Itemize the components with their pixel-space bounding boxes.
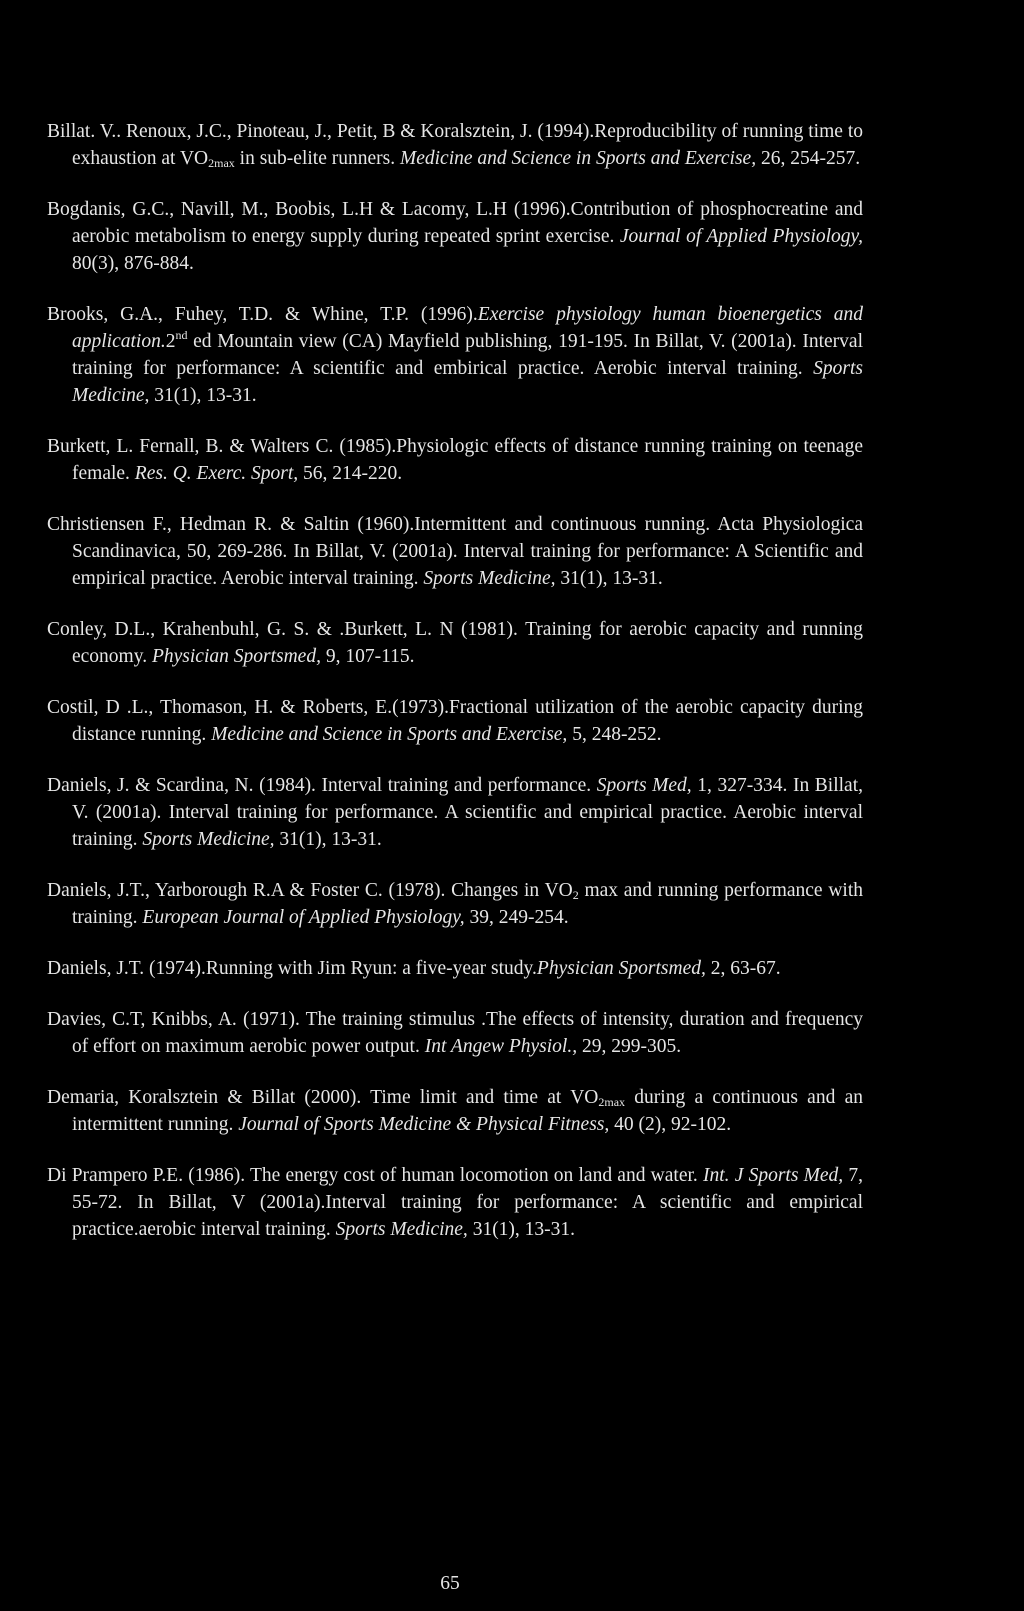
reference-entry	[47, 616, 863, 670]
italic-title: Sports Medicine,	[335, 1219, 468, 1240]
reference-text: 26, 254-257.	[756, 148, 861, 169]
reference-text: Burkett, L. Fernall, B. & Walters C. (1985).Physiologic effects of distance running training on teenage female.	[47, 436, 863, 484]
reference-text: Daniels, J.T. (1974).Running with Jim Ryun: a five-year study.	[47, 958, 537, 979]
reference-entry	[47, 433, 863, 487]
reference-text: 5, 248-252.	[567, 724, 662, 745]
reference-entry	[47, 772, 863, 853]
reference-text: 1, 327-334. In Billat, V. (2001a). Interval training for performance. A scientific and empirical practice. Aerobic interval training.	[72, 775, 863, 850]
reference-entry	[47, 1162, 863, 1243]
reference-text: Bogdanis, G.C., Navill, M., Boobis, L.H & Lacomy, L.H (1996).Contribution of phosphocreatine and aerobic metabolism to energy supply during repeated sprint exercise.	[47, 199, 863, 247]
reference-text: 56, 214-220.	[298, 463, 403, 484]
reference-text: Costil, D .L., Thomason, H. & Roberts, E.(1973).Fractional utilization of the aerobic capacity during distance running.	[47, 697, 863, 745]
reference-entry	[47, 511, 863, 592]
italic-title: Sports Med,	[596, 775, 692, 796]
reference-text: max and running performance with training.	[72, 880, 863, 928]
reference-text: 9, 107-115.	[320, 646, 415, 667]
italic-title: Journal of Sports Medicine & Physical Fitness,	[238, 1114, 610, 1135]
reference-text: 2	[165, 331, 176, 352]
reference-text: Demaria, Koralsztein & Billat (2000). Time limit and time at VO	[47, 1087, 599, 1108]
reference-entry	[47, 301, 863, 409]
italic-title: Int Angew Physiol.,	[424, 1036, 578, 1057]
italic-title: Sports Medicine,	[423, 568, 556, 589]
reference-text: 31(1), 13-31.	[149, 385, 257, 406]
italic-title: Physician Sportsmed,	[536, 958, 706, 979]
reference-text: Di Prampero P.E. (1986). The energy cost of human locomotion on land and water.	[47, 1165, 703, 1186]
reference-entry	[47, 118, 863, 172]
reference-text: 39, 249-254.	[464, 907, 569, 928]
italic-title: Sports Medicine,	[72, 358, 863, 406]
italic-title: Medicine and Science in Sports and Exercise,	[399, 148, 757, 169]
reference-text: 31(1), 13-31.	[467, 1219, 576, 1240]
reference-text: during a continuous and an intermittent running.	[72, 1087, 863, 1135]
subscript: 2	[572, 888, 579, 902]
italic-title: Journal of Applied Physiology,	[619, 226, 863, 247]
reference-text: 7, 55-72. In Billat, V (2001a).Interval training for performance: A scientific and empirical practice.aerobic interval training.	[72, 1165, 864, 1240]
reference-text: 29, 299-305.	[577, 1036, 682, 1057]
reference-entry	[47, 1006, 863, 1060]
italic-title: Medicine and Science in Sports and Exercise,	[211, 724, 568, 745]
italic-title: Physician Sportsmed,	[151, 646, 321, 667]
reference-entry	[47, 877, 863, 931]
reference-text: Billat. V.. Renoux, J.C., Pinoteau, J., Petit, B & Koralsztein, J. (1994).Reproducibility of running time to exhaustion at VO	[47, 121, 863, 169]
subscript: 2max	[598, 1095, 626, 1109]
reference-text: Davies, C.T, Knibbs, A. (1971). The training stimulus .The effects of intensity, duration and frequency of effort on maximum aerobic power output.	[47, 1009, 863, 1057]
reference-text: 31(1), 13-31.	[555, 568, 663, 589]
reference-entry	[47, 694, 863, 748]
italic-title: European Journal of Applied Physiology,	[142, 907, 465, 928]
italic-title: Sports Medicine,	[142, 829, 275, 850]
reference-list	[47, 118, 863, 1267]
italic-title: Res. Q. Exerc. Sport,	[134, 463, 299, 484]
superscript: nd	[175, 328, 188, 342]
reference-text: Conley, D.L., Krahenbuhl, G. S. & .Burkett, L. N (1981). Training for aerobic capacity and running economy.	[47, 619, 863, 667]
reference-text: Brooks, G.A., Fuhey, T.D. & Whine, T.P. (1996).	[47, 304, 478, 325]
reference-text: ed Mountain view (CA) Mayfield publishing, 191-195. In Billat, V. (2001a). Interval training for performance: A scientific and embirical practice. Aerobic interval training.	[72, 331, 863, 379]
subscript: 2max	[208, 156, 235, 170]
reference-text: 2, 63-67.	[705, 958, 781, 979]
italic-title: Int. J Sports Med,	[702, 1165, 844, 1186]
page-number: 65	[440, 1573, 460, 1594]
italic-title: Exercise physiology human bioenergetics and application.	[72, 304, 864, 352]
reference-text: Christiensen F., Hedman R. & Saltin (1960).Intermittent and continuous running. Acta Physiologica Scandinavica, 50, 269-286. In Billat, V. (2001a). Interval training for performance: A Scientific and empirical practice. Aerobic interval training.	[47, 514, 863, 589]
reference-text: Daniels, J. & Scardina, N. (1984). Interval training and performance.	[47, 775, 597, 796]
reference-text: 40 (2), 92-102.	[609, 1114, 732, 1135]
reference-entry	[47, 1084, 863, 1138]
reference-text: 31(1), 13-31.	[274, 829, 382, 850]
reference-text: Daniels, J.T., Yarborough R.A & Foster C. (1978). Changes in VO	[47, 880, 573, 901]
reference-text: 80(3), 876-884.	[72, 253, 194, 274]
reference-entry	[47, 196, 863, 277]
reference-entry	[47, 955, 863, 982]
reference-text: in sub-elite runners.	[234, 148, 400, 169]
